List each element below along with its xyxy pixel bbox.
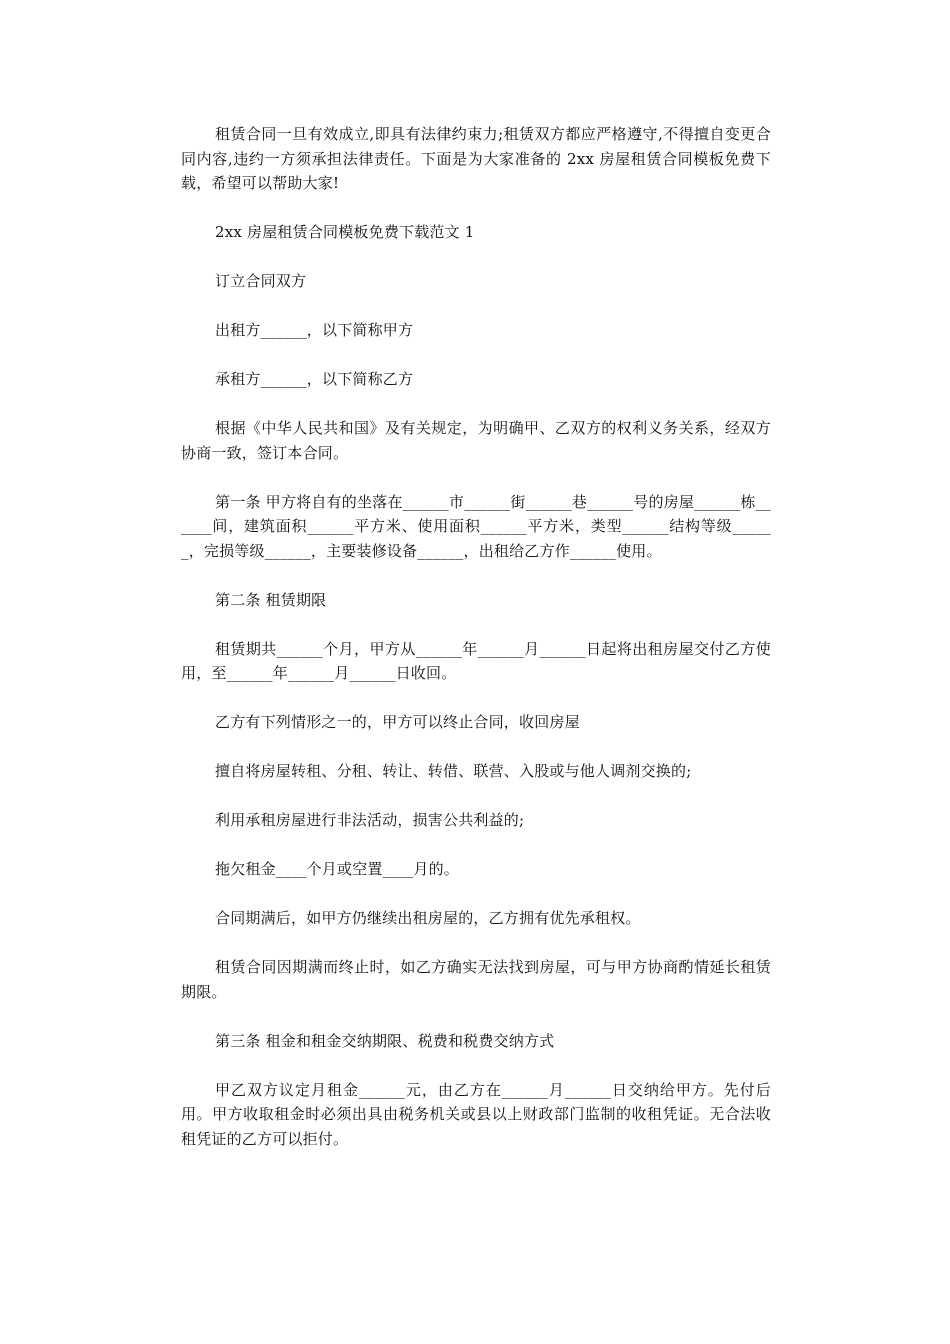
lessor-line: 出租方______，以下简称甲方 [215, 321, 414, 339]
rent-payment-paragraph: 甲乙双方议定月租金______元，由乙方在______月______日交纳给甲方。先付后用。甲方收取租金时必须出具由税务机关或县以上财政部门监制的收租凭证。无合法收租凭证的乙方可以拒付。 [181, 1080, 771, 1148]
lease-term-paragraph: 租赁期共______个月，甲方从______年______月______日起将出租房屋交付乙方使用，至______年______月______日收回。 [181, 639, 771, 682]
article-1-paragraph: 第一条 甲方将自有的坐落在______市______街______巷______号的房屋______栋______间，建筑面积______平方米、使用面积______平方米，类型______结构等级______，完损等级______，主要装修设备______，出租给乙方作______使用。 [181, 492, 771, 560]
document-body [181, 122, 771, 1176]
renewal-priority-paragraph: 合同期满后，如甲方仍继续出租房屋的，乙方拥有优先承租权。 [215, 909, 641, 927]
basis-paragraph: 根据《中华人民共和国》及有关规定，为明确甲、乙双方的权利义务关系，经双方协商一致，签订本合同。 [181, 419, 771, 462]
intro-paragraph: 租赁合同一旦有效成立,即具有法律约束力;租赁双方都应严格遵守,不得擅自变更合同内容,违约一方须承担法律责任。下面是为大家准备的 2xx 房屋租赁合同模板免费下载，希望可以帮助大家! [181, 125, 771, 192]
lessee-line: 承租方______，以下简称乙方 [215, 370, 414, 388]
termination-item-3: 拖欠租金____个月或空置____月的。 [215, 860, 460, 878]
article-2-heading: 第二条 租赁期限 [215, 590, 327, 609]
termination-item-1: 擅自将房屋转租、分租、转让、转借、联营、入股或与他人调剂交换的; [215, 762, 692, 780]
termination-item-2: 利用承租房屋进行非法活动，损害公共利益的; [215, 811, 525, 829]
parties-heading: 订立合同双方 [215, 272, 307, 290]
extension-paragraph: 租赁合同因期满而终止时，如乙方确实无法找到房屋，可与甲方协商酌情延长租赁期限。 [181, 958, 771, 1001]
termination-intro: 乙方有下列情形之一的，甲方可以终止合同，收回房屋 [215, 713, 580, 731]
article-3-heading: 第三条 租金和租金交纳期限、税费和税费交纳方式 [215, 1031, 555, 1050]
section-title: 2xx 房屋租赁合同模板免费下载范文 1 [215, 223, 475, 241]
